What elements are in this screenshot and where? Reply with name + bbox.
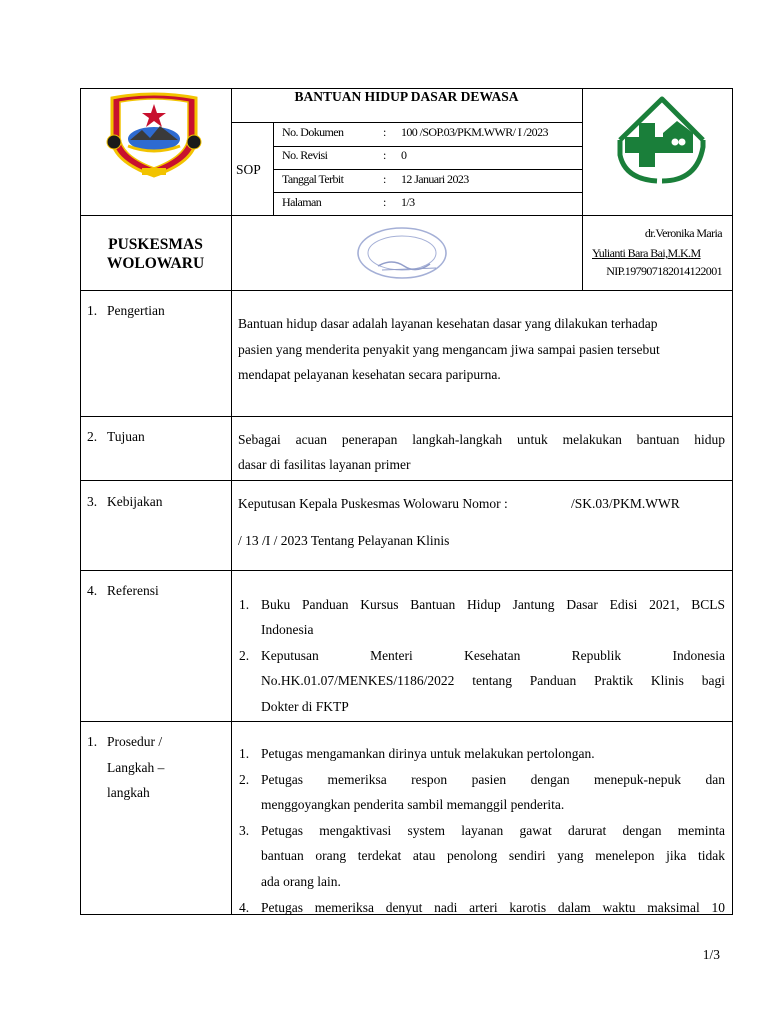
pengertian-line: pasien yang menderita penyakit yang mengancam jiwa sampai pasien tersebut — [238, 342, 660, 357]
signatory-nip: NIP.197907182014122001 — [606, 264, 722, 278]
list-number: 1. — [239, 597, 250, 612]
list-item — [239, 643, 725, 721]
meta-label: No. Revisi — [282, 148, 328, 162]
pengertian-line: mendapat pelayanan kesehatan secara paripurna. — [238, 367, 501, 382]
section-number: 2. — [87, 429, 98, 444]
section-number: 4. — [87, 583, 98, 598]
tujuan-line: dasar di fasilitas layanan primer — [238, 457, 411, 472]
kebijakan-line: Keputusan Kepala Puskesmas Wolowaru Nomor : — [238, 496, 508, 511]
meta-sep: : — [383, 148, 386, 162]
list-number: 2. — [239, 648, 250, 663]
meta-sep: : — [383, 195, 386, 209]
section-label-prosedur: Langkah – — [107, 760, 165, 775]
list-text: Indonesia — [261, 622, 314, 637]
official-stamp-icon — [352, 224, 452, 282]
section-number: 1. — [87, 734, 98, 749]
section-label-pengertian: Pengertian — [107, 303, 165, 318]
list-text: Dokter di FKTP — [261, 699, 349, 714]
list-text: menggoyangkan penderita sambil memanggil penderita. — [261, 797, 565, 812]
sop-label: SOP — [236, 162, 261, 177]
pengertian-line: Bantuan hidup dasar adalah layanan kesehatan dasar yang dilakukan terhadap — [238, 316, 658, 331]
meta-sep: : — [383, 172, 386, 186]
section-number: 3. — [87, 494, 98, 509]
page-number: 1/3 — [702, 947, 720, 962]
list-text: bantuan orang terdekat atau penolong sendiri yang menelepon jika tidak — [261, 848, 725, 863]
list-item — [239, 592, 725, 644]
kebijakan-line: /SK.03/PKM.WWR — [571, 496, 680, 511]
section-label-tujuan: Tujuan — [107, 429, 145, 444]
list-item — [239, 767, 725, 819]
section-number: 1. — [87, 303, 98, 318]
section-label-prosedur: Prosedur / — [107, 734, 163, 749]
list-number: 1. — [239, 746, 250, 761]
kebijakan-line: / 13 /I / 2023 Tentang Pelayanan Klinis — [238, 533, 450, 548]
list-text: Petugas memeriksa respon pasien dengan menepuk-nepuk dan — [261, 772, 725, 787]
institution-name-line2: WOLOWARU — [106, 255, 205, 272]
list-item — [239, 895, 725, 914]
meta-label: No. Dokumen — [282, 125, 344, 139]
meta-label: Halaman — [282, 195, 322, 209]
list-number: 3. — [239, 823, 250, 838]
list-text: Buku Panduan Kursus Bantuan Hidup Jantung Dasar Edisi 2021, BCLS — [261, 597, 725, 612]
list-text: Petugas mengamankan dirinya untuk melakukan pertolongan. — [261, 746, 595, 761]
signatory-name-line1: dr.Veronika Maria — [644, 226, 722, 240]
tujuan-line: Sebagai acuan penerapan langkah-langkah untuk melakukan bantuan hidup — [238, 432, 725, 447]
document-title: BANTUAN HIDUP DASAR DEWASA — [294, 89, 519, 104]
list-number: 2. — [239, 772, 250, 787]
signatory-name-line2: Yulianti Bara Bai,M.K.M — [592, 246, 701, 260]
list-text: Petugas mengaktivasi system layanan gawat darurat dengan meminta — [261, 823, 725, 838]
regency-emblem-icon — [104, 92, 204, 178]
meta-value: 12 Januari 2023 — [401, 172, 469, 186]
list-number: 4. — [239, 900, 250, 914]
section-label-prosedur: langkah — [107, 785, 150, 800]
meta-value: 0 — [401, 148, 407, 162]
institution-name-line1: PUSKESMAS — [108, 236, 203, 253]
list-text: Keputusan Menteri Kesehatan Republik Indonesia — [261, 648, 725, 663]
section-label-kebijakan: Kebijakan — [107, 494, 163, 509]
section-label-referensi: Referensi — [107, 583, 159, 598]
list-text: No.HK.01.07/MENKES/1186/2022 tentang Panduan Praktik Klinis bagi — [261, 673, 725, 688]
list-text: ada orang lain. — [261, 874, 341, 889]
puskesmas-cross-icon — [617, 95, 707, 185]
meta-value: 100 /SOP.03/PKM.WWR/ I /2023 — [401, 125, 548, 139]
list-text: Petugas memeriksa denyut nadi arteri karotis dalam waktu maksimal 10 — [261, 900, 725, 914]
meta-value: 1/3 — [401, 195, 415, 209]
meta-sep: : — [383, 125, 386, 139]
list-item — [239, 818, 725, 896]
list-item — [239, 741, 725, 767]
meta-label: Tanggal Terbit — [282, 172, 344, 186]
